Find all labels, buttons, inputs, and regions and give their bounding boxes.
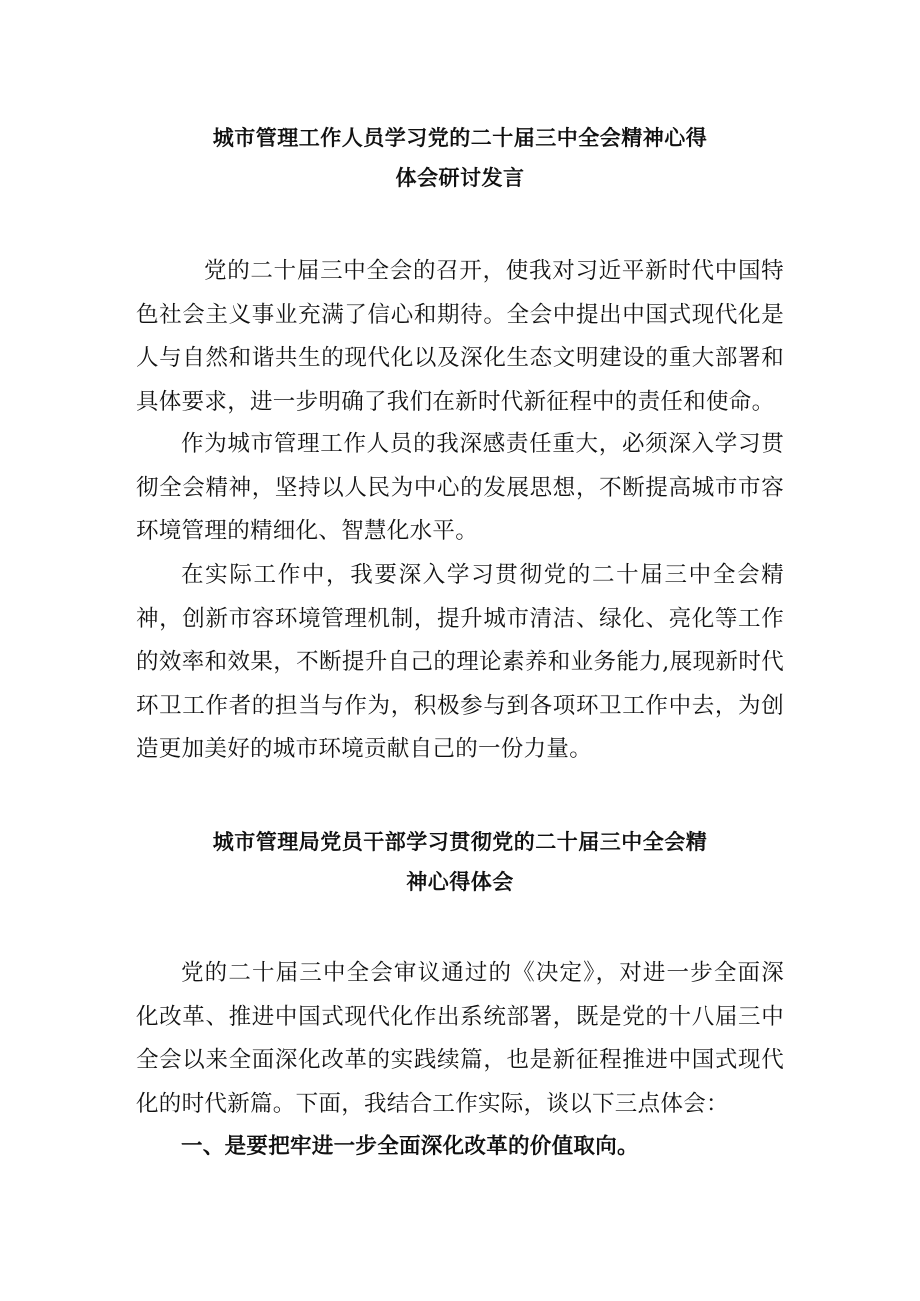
article1-paragraph-1: 党的二十届三中全会的召开，使我对习近平新时代中国特色社会主义事业充满了信心和期待。全会中提出中国式现代化是人与自然和谐共生的现代化以及深化生态文明建设的重大部署和具体要求，进一步明确了我们在新时代新征程中的责任和使命。 [136,258,784,415]
article1-title [0,118,920,198]
article2-heading-1: 一、是要把牢进一步全面深化改革的价值取向。 [181,1134,639,1159]
article1-paragraph-3: 在实际工作中，我要深入学习贯彻党的二十届三中全会精神，创新市容环境管理机制，提升城市清洁、绿化、亮化等工作的效率和效果，不断提升自己的理论素养和业务能力,展现新时代环卫工作者的担当与作为，积极参与到各项环卫工作中去，为创造更加美好的城市环境贡献自己的一份力量。 [136,562,784,763]
article2-title-line1: 城市管理局党员干部学习贯彻党的二十届三中全会精 [212,830,708,854]
article1-title-line2: 体会研讨发言 [395,166,525,190]
article1-title-line1: 城市管理工作人员学习党的二十届三中全会精神心得 [212,126,708,150]
article2-title-line2: 神心得体会 [406,870,514,894]
article1-paragraph-2: 作为城市管理工作人员的我深感责任重大，必须深入学习贯彻全会精神，坚持以人民为中心的发展思想，不断提高城市市容环境管理的精细化、智慧化水平。 [136,431,784,545]
article2-paragraph-1: 党的二十届三中全会审议通过的《决定》，对进一步全面深化改革、推进中国式现代化作出系统部署，既是党的十八届三中全会以来全面深化改革的实践续篇，也是新征程推进中国式现代化的时代新篇。下面，我结合工作实际，谈以下三点体会： [136,960,784,1117]
article2-title [0,822,920,902]
